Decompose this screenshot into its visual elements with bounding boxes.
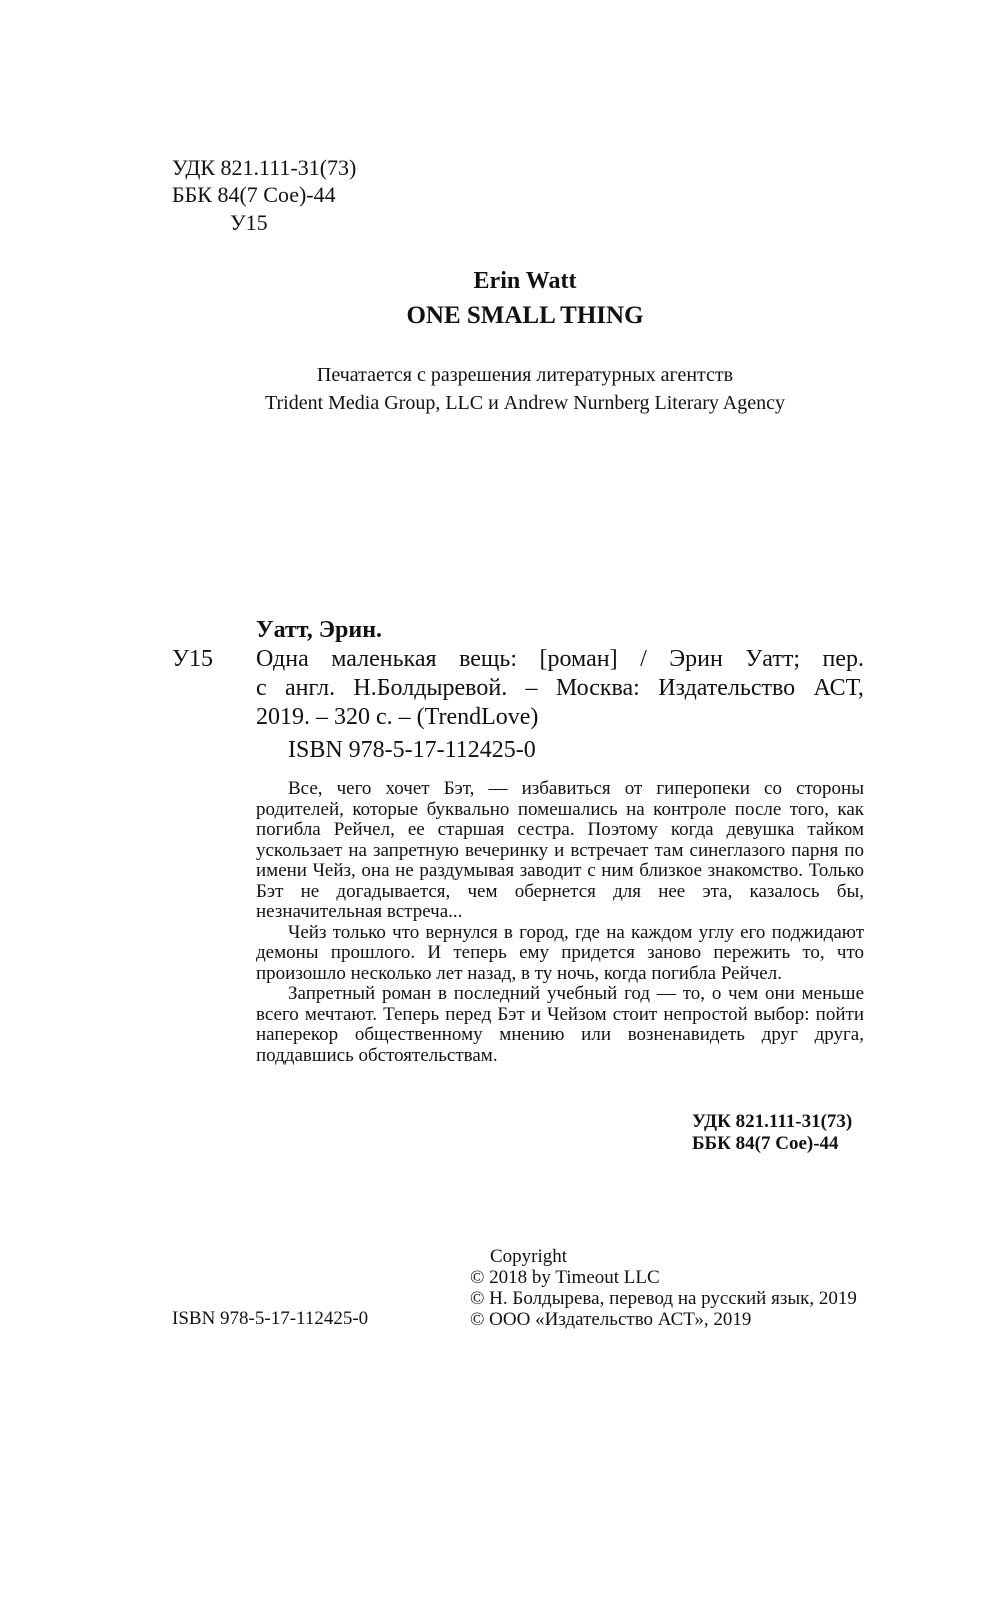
copyright-label: Copyright	[490, 1246, 568, 1267]
bib-word: Уатт;	[745, 646, 800, 672]
annotation-paragraph-1: Все, чего хочет Бэт, — избавиться от гиперопеки со стороны родителей, которые буквально помешались на контроле после того, как погибла Рейчел, ее старшая сестра. Поэтому когда девушка тайком ускользает на запретную вечеринку и встречает там синеглазого парня по имени Чейз, она не раздумывая заводит с ним близкое знакомство. Только Бэт не догадывается, чем обернется для нее эта, казалось бы, незначительная встреча...	[256, 778, 864, 922]
author-mark: У15	[230, 210, 268, 235]
bib-word: –	[525, 675, 538, 701]
bib-word: [роман]	[539, 646, 618, 672]
bib-isbn: ISBN 978-5-17-112425-0	[288, 737, 536, 763]
footer-isbn: ISBN 978-5-17-112425-0	[172, 1308, 369, 1329]
footer-bbk-code: ББК 84(7 Сое)-44	[692, 1133, 839, 1154]
copyright-line-2: © Н. Болдырева, перевод на русский язык, 2019	[470, 1288, 857, 1309]
bib-word: Москва:	[555, 675, 640, 701]
copyright-line-3: © ООО «Издательство АСТ», 2019	[470, 1309, 752, 1330]
bib-word: с	[256, 675, 267, 701]
bib-mark: У15	[172, 646, 213, 672]
bib-line-1	[256, 645, 864, 674]
permission-line-1: Печатается с разрешения литературных агентств	[316, 364, 734, 386]
bib-word: Н.Болдыревой.	[353, 675, 508, 701]
footer-udc-code: УДК 821.111-31(73)	[692, 1111, 853, 1132]
original-title: ONE SMALL THING	[406, 302, 644, 329]
bib-word: маленькая	[331, 646, 437, 672]
bib-line-3: 2019. – 320 с. – (TrendLove)	[256, 704, 539, 730]
bib-word: англ.	[284, 675, 336, 701]
annotation-paragraph-3: Запретный роман в последний учебный год — то, о чем они меньше всего мечтают. Теперь перед Бэт и Чейзом стоит непростой выбор: пойти наперекор общественному мнению или возненавидеть друг друга, поддавшись обстоятельствам.	[256, 983, 864, 1066]
bbk-code: ББК 84(7 Сое)-44	[172, 182, 336, 207]
original-author: Erin Watt	[473, 268, 577, 294]
bib-word: Одна	[256, 646, 309, 672]
bib-word: Эрин	[669, 646, 723, 672]
bib-line-2	[256, 674, 864, 703]
bib-word: АСТ,	[813, 675, 864, 701]
bib-word: Издательство	[658, 675, 796, 701]
bib-word: пер.	[822, 646, 864, 672]
annotation-paragraph-2: Чейз только что вернулся в город, где на каждом углу его поджидают демоны прошлого. И теперь ему придется заново пережить то, что произошло несколько лет назад, в ту ночь, когда погибла Рейчел.	[256, 921, 864, 984]
bib-description	[256, 645, 864, 732]
udc-code: УДК 821.111-31(73)	[172, 155, 357, 180]
permission-line-2: Trident Media Group, LLC и Andrew Nurnberg Literary Agency	[264, 392, 786, 414]
bib-word: вещь:	[459, 646, 517, 672]
bib-heading: Уатт, Эрин.	[256, 617, 383, 643]
annotation	[256, 779, 864, 1066]
copyright-line-1: © 2018 by Timeout LLC	[470, 1267, 660, 1288]
bib-word: /	[640, 646, 647, 672]
